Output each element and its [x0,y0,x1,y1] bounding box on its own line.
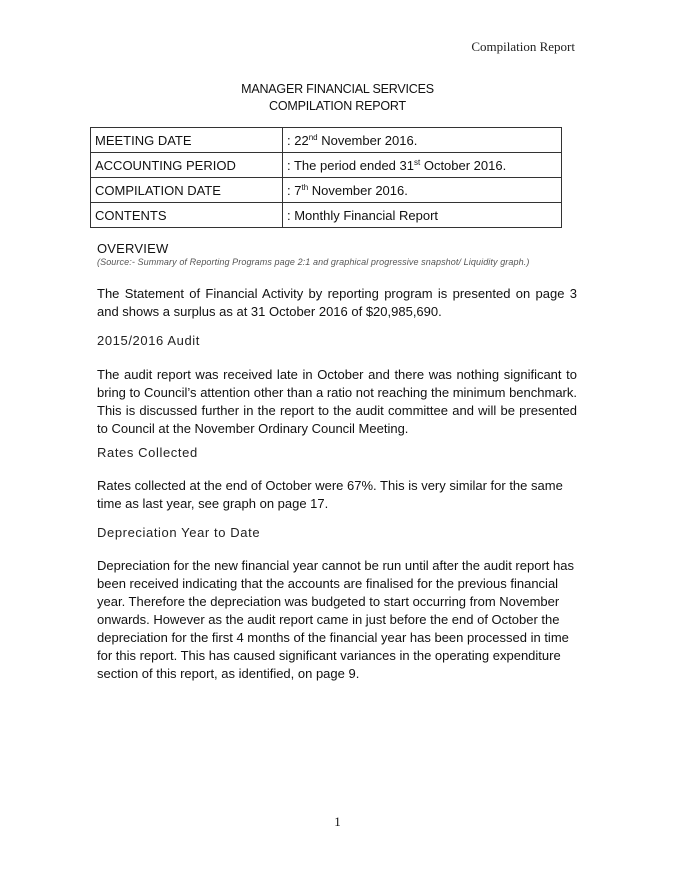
row-value: : The period ended 31st October 2016. [283,153,562,178]
audit-paragraph: The audit report was received late in October and there was nothing significant to bring to Council’s attention other than a ratio not reaching the minimum benchmark. This is discussed further in the report to the audit committee and will be presented to Council at the November Ordinary Council Meeting. [97,367,577,436]
title-line-2: COMPILATION REPORT [269,99,406,113]
source-note: (Source:- Summary of Reporting Programs page 2:1 and graphical progressive snapshot/ Liquidity graph.) [97,257,530,267]
table-row [91,128,562,153]
rates-heading: Rates Collected [97,445,198,460]
table-row [91,203,562,228]
row-label: MEETING DATE [91,128,283,153]
depreciation-heading: Depreciation Year to Date [97,525,261,540]
row-value: : 7th November 2016. [283,178,562,203]
rates-paragraph: Rates collected at the end of October were 67%. This is very similar for the same time as last year, see graph on page 17. [97,478,563,511]
overview-paragraph: The Statement of Financial Activity by reporting program is presented on page 3 and shows a surplus as at 31 October 2016 of $20,985,690. [97,286,577,319]
table-row [91,178,562,203]
document-title [0,81,675,115]
row-label: CONTENTS [91,203,283,228]
page-number: 1 [334,814,341,829]
table-row [91,153,562,178]
overview-heading: OVERVIEW [97,241,169,256]
row-value: : Monthly Financial Report [283,203,562,228]
row-label: ACCOUNTING PERIOD [91,153,283,178]
meeting-info-table [90,127,562,228]
row-label: COMPILATION DATE [91,178,283,203]
running-header: Compilation Report [471,39,575,54]
row-value: : 22nd November 2016. [283,128,562,153]
title-line-1: MANAGER FINANCIAL SERVICES [241,82,434,96]
audit-heading: 2015/2016 Audit [97,333,200,348]
depreciation-paragraph: Depreciation for the new financial year cannot be run until after the audit report has been received indicating that the accounts are finalised for the previous financial year. Therefore the depreciation was budgeted to start occurring from November onwards. However as the audit report came in just before the end of October the depreciation for the first 4 months of the financial year has been processed in time for this report. This has caused significant variances in the operating expenditure section of this report, as identified, on page 9. [97,558,574,681]
